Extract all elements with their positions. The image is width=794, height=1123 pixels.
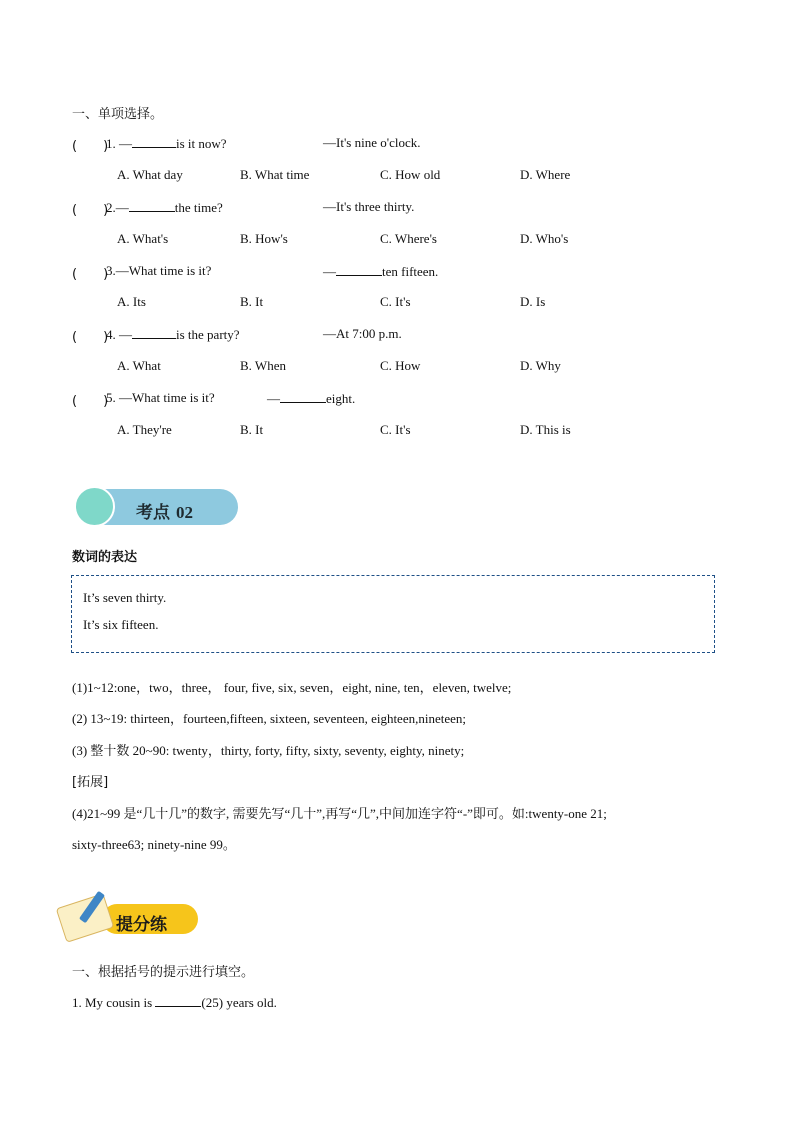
question-reply: —It's nine o'clock. [323, 135, 421, 150]
badge-circle-icon [74, 486, 115, 527]
option-d: D. Why [520, 358, 561, 373]
note-line: (4)21~99 是“几十几”的数字, 需要先写“几十”,再写“几”,中间加连字符“-”即可。如:twenty-one 21; [72, 806, 607, 821]
fill-blank[interactable] [280, 390, 326, 403]
question-reply: — ten fifteen. [323, 264, 439, 279]
fill-blank[interactable] [336, 263, 382, 276]
option-c: C. How [380, 358, 421, 373]
question-reply: — eight. [267, 391, 356, 406]
fill-question-1: 1. My cousin is (25) years old. [72, 995, 277, 1010]
option-a: A. What's [117, 231, 169, 246]
note-line: sixty-three63; ninety-nine 99。 [72, 837, 236, 852]
option-c: C. Where's [380, 231, 437, 246]
fill-blank[interactable] [132, 326, 176, 339]
question-stem: 3.—What time is it? [106, 263, 212, 278]
question-stem: 4. — is the party? [106, 327, 240, 342]
option-a: A. Its [117, 294, 146, 309]
note-line: (3) 整十数 20~90: twenty，thirty, forty, fifty, sixty, seventy, eighty, ninety; [72, 743, 465, 758]
option-d: D. Who's [520, 231, 569, 246]
fill-blank[interactable] [155, 994, 201, 1007]
fill-blank[interactable] [132, 135, 176, 148]
badge-label: 考点 02 [136, 503, 193, 523]
option-d: D. This is [520, 422, 571, 437]
question-stem: 2.— the time? [106, 200, 223, 215]
example-box [71, 575, 715, 653]
option-a: A. What day [117, 167, 183, 182]
option-b: B. When [240, 358, 286, 373]
answer-paren[interactable]: ( ) [72, 267, 109, 282]
tifen-badge [58, 886, 200, 938]
question-stem: 5. —What time is it? [106, 390, 215, 405]
answer-paren[interactable]: ( ) [72, 394, 109, 409]
question-reply: —At 7:00 p.m. [323, 326, 402, 341]
option-d: D. Where [520, 167, 571, 182]
option-b: B. How's [240, 231, 288, 246]
note-heading: [拓展] [72, 775, 109, 790]
answer-paren[interactable]: ( ) [72, 139, 109, 154]
kaodian-badge [74, 486, 238, 527]
option-c: C. It's [380, 422, 411, 437]
question-reply: —It's three thirty. [323, 199, 415, 214]
option-b: B. It [240, 422, 264, 437]
example-line: It’s six fifteen. [83, 617, 159, 632]
fill-blank[interactable] [129, 199, 175, 212]
tifen-label: 提分练 [116, 915, 167, 935]
option-c: C. How old [380, 167, 441, 182]
note-line: (1)1~12:one，two，three， four, five, six, seven，eight, nine, ten，eleven, twelve; [72, 680, 512, 695]
answer-paren[interactable]: ( ) [72, 203, 109, 218]
option-b: B. It [240, 294, 264, 309]
option-a: A. What [117, 358, 161, 373]
section1-title: 一、单项选择。 [72, 107, 164, 122]
option-a: A. They're [117, 422, 172, 437]
example-line: It’s seven thirty. [83, 590, 167, 605]
option-c: C. It's [380, 294, 411, 309]
option-d: D. Is [520, 294, 546, 309]
kaodian-title: 数词的表达 [72, 550, 138, 565]
note-line: (2) 13~19: thirteen，fourteen,fifteen, sixteen, seventeen, eighteen,nineteen; [72, 711, 466, 726]
option-b: B. What time [240, 167, 310, 182]
answer-paren[interactable]: ( ) [72, 330, 109, 345]
question-stem: 1. — is it now? [106, 136, 227, 151]
section2-title: 一、根据括号的提示进行填空。 [72, 965, 255, 980]
